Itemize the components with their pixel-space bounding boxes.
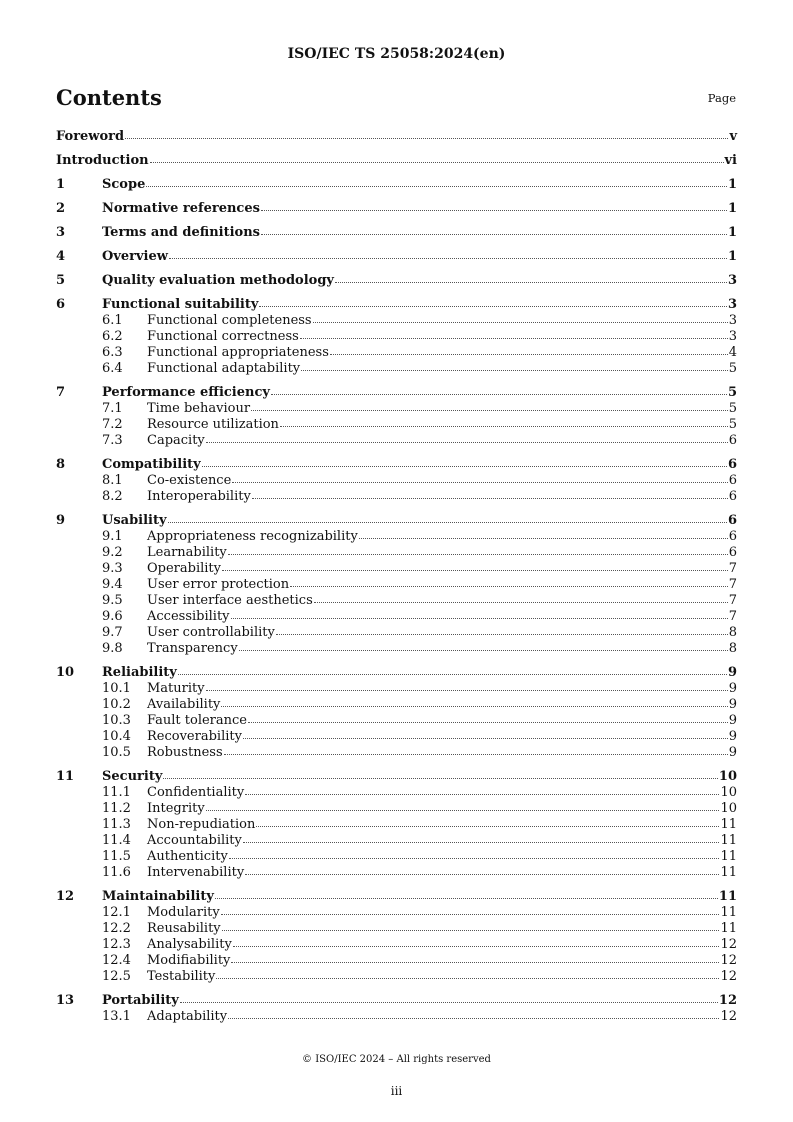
dot-leader xyxy=(180,1002,718,1003)
toc-subentry[interactable] xyxy=(56,401,737,417)
toc-subentry[interactable] xyxy=(56,545,737,561)
toc-entry-title: Adaptability xyxy=(147,1009,228,1024)
toc-entry-page: 12 xyxy=(718,993,737,1008)
toc-entry-number: 8 xyxy=(56,457,66,472)
toc-entry-page: 9 xyxy=(728,713,737,728)
toc-entry-number: 5 xyxy=(56,273,66,288)
toc-entry-number: 10.4 xyxy=(102,729,131,744)
toc-subentry[interactable] xyxy=(56,313,737,329)
toc-entry-number: 9 xyxy=(56,513,66,528)
toc-entry-title: Functional correctness xyxy=(147,329,299,344)
toc-entry-number: 11.4 xyxy=(102,833,131,848)
toc-entry-number: 4 xyxy=(56,249,66,264)
toc-subentry[interactable] xyxy=(56,641,737,657)
dot-leader xyxy=(276,634,728,635)
toc-subentry[interactable] xyxy=(56,577,737,593)
toc-entry-number: 11.5 xyxy=(102,849,131,864)
toc-entry-title: Appropriateness recognizability xyxy=(147,529,358,544)
toc-subentry[interactable] xyxy=(56,609,737,625)
toc-entry-title: Confidentiality xyxy=(147,785,245,800)
dot-leader xyxy=(243,842,720,843)
toc-entry-page: 9 xyxy=(728,697,737,712)
dot-leader xyxy=(243,738,728,739)
toc-entry-number: 2 xyxy=(56,201,66,216)
toc-entry-title: Non-repudiation xyxy=(147,817,256,832)
dot-leader xyxy=(178,674,727,675)
toc-entry-title: Transparency xyxy=(147,641,238,656)
toc-subentry[interactable] xyxy=(56,529,737,545)
toc-entry-page: 12 xyxy=(720,937,737,952)
dot-leader xyxy=(330,354,728,355)
toc-entry-number: 1 xyxy=(56,177,66,192)
toc-entry-title: Recoverability xyxy=(147,729,242,744)
toc-entry-page: 6 xyxy=(728,489,737,504)
toc-entry-title: Modularity xyxy=(147,905,220,920)
toc-entry-number: 11.2 xyxy=(102,801,131,816)
toc-entry-page: 9 xyxy=(728,745,737,760)
toc-subentry[interactable] xyxy=(56,681,737,697)
toc-entry-number: 8.1 xyxy=(102,473,123,488)
toc-entry-title: Functional appropriateness xyxy=(147,345,329,360)
toc-subentry[interactable] xyxy=(56,817,737,833)
toc-entry-number: 12.5 xyxy=(102,969,131,984)
toc-entry-page: 3 xyxy=(728,313,737,328)
dot-leader xyxy=(231,618,728,619)
toc-entry-page: 1 xyxy=(727,201,737,216)
toc-entry-page: 4 xyxy=(728,345,737,360)
toc-entry-title: Resource utilization xyxy=(147,417,279,432)
toc-subentry[interactable] xyxy=(56,473,737,489)
toc-entry-title: Accessibility xyxy=(147,609,230,624)
toc-entry-number: 10.1 xyxy=(102,681,131,696)
toc-entry-number: 7.1 xyxy=(102,401,123,416)
toc-subentry[interactable] xyxy=(56,625,737,641)
toc-entry-title: Portability xyxy=(102,993,179,1008)
toc-entry-title: Co-existence xyxy=(147,473,232,488)
toc-entry-number: 12.4 xyxy=(102,953,131,968)
dot-leader xyxy=(290,586,728,587)
toc-entry-title: Modifiability xyxy=(147,953,231,968)
toc-entry[interactable] xyxy=(56,385,737,401)
dot-leader xyxy=(301,370,728,371)
dot-leader xyxy=(261,234,727,235)
toc-subentry[interactable] xyxy=(56,329,737,345)
toc-entry[interactable] xyxy=(56,665,737,681)
dot-leader xyxy=(256,826,719,827)
toc-entry-title: Operability xyxy=(147,561,222,576)
toc-entry[interactable] xyxy=(56,889,737,905)
toc-entry[interactable] xyxy=(56,769,737,785)
toc-entry-title: Authenticity xyxy=(147,849,228,864)
dot-leader xyxy=(206,810,720,811)
dot-leader xyxy=(251,410,728,411)
contents-title: Contents xyxy=(56,85,162,110)
toc-subentry[interactable] xyxy=(56,801,737,817)
dot-leader xyxy=(245,874,719,875)
toc-entry-title: Scope xyxy=(102,177,146,192)
table-of-contents xyxy=(56,129,737,1025)
toc-entry[interactable] xyxy=(56,297,737,313)
dot-leader xyxy=(359,538,728,539)
dot-leader xyxy=(215,898,718,899)
toc-entry[interactable] xyxy=(56,225,737,241)
toc-subentry[interactable] xyxy=(56,361,737,377)
toc-entry-number: 13 xyxy=(56,993,75,1008)
dot-leader xyxy=(229,858,720,859)
dot-leader xyxy=(224,754,728,755)
toc-entry-page: 8 xyxy=(728,625,737,640)
toc-subentry[interactable] xyxy=(56,729,737,745)
toc-entry-page: 11 xyxy=(720,849,737,864)
toc-entry-title: Reusability xyxy=(147,921,221,936)
toc-entry-title: User interface aesthetics xyxy=(147,593,313,608)
toc-entry-number: 11.3 xyxy=(102,817,131,832)
dot-leader xyxy=(335,282,727,283)
page-folio: iii xyxy=(390,1084,403,1098)
toc-entry-number: 9.5 xyxy=(102,593,123,608)
toc-entry[interactable] xyxy=(56,273,737,289)
toc-entry-number: 6 xyxy=(56,297,66,312)
toc-entry-page: 11 xyxy=(720,865,737,880)
toc-entry-title: Normative references xyxy=(102,201,260,216)
toc-entry-title: Security xyxy=(102,769,163,784)
dot-leader xyxy=(169,258,727,259)
toc-entry-number: 11.6 xyxy=(102,865,131,880)
toc-subentry[interactable] xyxy=(56,433,737,449)
toc-entry-title: Interoperability xyxy=(147,489,251,504)
toc-entry-number: 6.1 xyxy=(102,313,123,328)
dot-leader xyxy=(271,394,727,395)
page-column-label: Page xyxy=(707,91,736,105)
toc-entry[interactable] xyxy=(56,177,737,193)
toc-entry-number: 9.4 xyxy=(102,577,123,592)
toc-subentry[interactable] xyxy=(56,745,737,761)
toc-entry-page: 10 xyxy=(720,801,737,816)
toc-entry-title: Foreword xyxy=(56,129,125,144)
toc-entry-title: Maintainability xyxy=(102,889,214,904)
toc-entry-number: 9.2 xyxy=(102,545,123,560)
toc-entry-page: 9 xyxy=(728,681,737,696)
toc-subentry[interactable] xyxy=(56,561,737,577)
toc-entry-page: 12 xyxy=(720,953,737,968)
toc-entry-number: 10.3 xyxy=(102,713,131,728)
dot-leader xyxy=(163,778,718,779)
toc-subentry[interactable] xyxy=(56,713,737,729)
toc-entry-page: 3 xyxy=(727,297,737,312)
toc-subentry[interactable] xyxy=(56,953,737,969)
toc-entry-title: Integrity xyxy=(147,801,205,816)
toc-entry-number: 3 xyxy=(56,225,66,240)
toc-entry-number: 10.2 xyxy=(102,697,131,712)
toc-subentry[interactable] xyxy=(56,905,737,921)
toc-entry-number: 11.1 xyxy=(102,785,131,800)
toc-entry-title: Intervenability xyxy=(147,865,245,880)
dot-leader xyxy=(168,522,727,523)
toc-entry-number: 10.5 xyxy=(102,745,131,760)
toc-entry-page: 3 xyxy=(727,273,737,288)
toc-entry-number: 8.2 xyxy=(102,489,123,504)
toc-subentry[interactable] xyxy=(56,1009,737,1025)
toc-entry-page: 6 xyxy=(728,473,737,488)
toc-entry-title: Analysability xyxy=(147,937,232,952)
toc-entry-title: Capacity xyxy=(147,433,205,448)
toc-entry-number: 12.1 xyxy=(102,905,131,920)
toc-entry-number: 7.2 xyxy=(102,417,123,432)
toc-entry-page: 11 xyxy=(718,889,737,904)
dot-leader xyxy=(202,466,727,467)
toc-entry-number: 11 xyxy=(56,769,75,784)
toc-entry-page: 6 xyxy=(727,457,737,472)
toc-entry-number: 9.6 xyxy=(102,609,123,624)
toc-entry-number: 7.3 xyxy=(102,433,123,448)
toc-entry[interactable] xyxy=(56,129,737,145)
toc-entry-page: 5 xyxy=(727,385,737,400)
toc-entry-title: User error protection xyxy=(147,577,290,592)
toc-entry-page: 11 xyxy=(720,905,737,920)
toc-entry-title: Terms and definitions xyxy=(102,225,260,240)
document-header: ISO/IEC TS 25058:2024(en) xyxy=(287,46,506,62)
toc-entry-number: 7 xyxy=(56,385,66,400)
dot-leader xyxy=(314,602,728,603)
toc-subentry[interactable] xyxy=(56,865,737,881)
dot-leader xyxy=(280,426,728,427)
dot-leader xyxy=(150,162,724,163)
toc-entry-title: Functional adaptability xyxy=(147,361,301,376)
dot-leader xyxy=(221,914,720,915)
dot-leader xyxy=(206,442,728,443)
dot-leader xyxy=(206,690,728,691)
toc-entry-number: 9.7 xyxy=(102,625,123,640)
dot-leader xyxy=(261,210,727,211)
toc-entry-title: Accountability xyxy=(147,833,242,848)
toc-entry[interactable] xyxy=(56,249,737,265)
dot-leader xyxy=(125,138,728,139)
toc-entry-title: Compatibility xyxy=(102,457,201,472)
toc-entry-page: 5 xyxy=(728,417,737,432)
toc-subentry[interactable] xyxy=(56,921,737,937)
toc-entry-number: 12 xyxy=(56,889,75,904)
toc-entry-number: 9.8 xyxy=(102,641,123,656)
dot-leader xyxy=(216,978,719,979)
toc-entry[interactable] xyxy=(56,457,737,473)
toc-subentry[interactable] xyxy=(56,593,737,609)
toc-entry-page: 12 xyxy=(720,969,737,984)
toc-subentry[interactable] xyxy=(56,417,737,433)
toc-entry-page: 8 xyxy=(728,641,737,656)
toc-entry-title: Functional completeness xyxy=(147,313,312,328)
dot-leader xyxy=(259,306,727,307)
toc-subentry[interactable] xyxy=(56,345,737,361)
dot-leader xyxy=(228,554,728,555)
toc-subentry[interactable] xyxy=(56,937,737,953)
toc-entry-number: 9.3 xyxy=(102,561,123,576)
toc-subentry[interactable] xyxy=(56,849,737,865)
toc-entry-page: 11 xyxy=(720,921,737,936)
toc-entry-number: 13.1 xyxy=(102,1009,131,1024)
dot-leader xyxy=(232,482,727,483)
toc-entry-title: Fault tolerance xyxy=(147,713,247,728)
toc-entry-page: 3 xyxy=(728,329,737,344)
toc-entry[interactable] xyxy=(56,153,737,169)
toc-entry-number: 6.2 xyxy=(102,329,123,344)
dot-leader xyxy=(233,946,720,947)
toc-entry-page: 10 xyxy=(718,769,737,784)
toc-entry-number: 10 xyxy=(56,665,75,680)
dot-leader xyxy=(245,794,719,795)
toc-subentry[interactable] xyxy=(56,489,737,505)
toc-entry-number: 9.1 xyxy=(102,529,123,544)
dot-leader xyxy=(222,930,720,931)
toc-entry-title: Availability xyxy=(147,697,221,712)
toc-entry-title: Robustness xyxy=(147,745,223,760)
toc-entry-page: 7 xyxy=(728,593,737,608)
dot-leader xyxy=(300,338,728,339)
toc-entry-page: 11 xyxy=(720,833,737,848)
toc-entry-title: Time behaviour xyxy=(147,401,251,416)
toc-entry-page: 6 xyxy=(728,433,737,448)
dot-leader xyxy=(146,186,727,187)
dot-leader xyxy=(228,1018,719,1019)
dot-leader xyxy=(313,322,728,323)
toc-entry-number: 6.4 xyxy=(102,361,123,376)
dot-leader xyxy=(252,498,728,499)
dot-leader xyxy=(221,706,727,707)
toc-entry-number: 12.2 xyxy=(102,921,131,936)
toc-entry-title: Reliability xyxy=(102,665,177,680)
toc-entry-title: Quality evaluation methodology xyxy=(102,273,334,288)
toc-entry-page: 6 xyxy=(727,513,737,528)
toc-entry-page: 6 xyxy=(728,529,737,544)
toc-entry-page: 1 xyxy=(727,249,737,264)
toc-entry[interactable] xyxy=(56,993,737,1009)
toc-subentry[interactable] xyxy=(56,785,737,801)
toc-entry-page: 1 xyxy=(727,177,737,192)
toc-entry-page: 7 xyxy=(728,561,737,576)
toc-entry-title: Usability xyxy=(102,513,167,528)
toc-entry-title: Functional suitability xyxy=(102,297,259,312)
toc-subentry[interactable] xyxy=(56,833,737,849)
toc-entry-title: Learnability xyxy=(147,545,227,560)
toc-entry-title: Introduction xyxy=(56,153,149,168)
toc-entry-number: 6.3 xyxy=(102,345,123,360)
toc-entry[interactable] xyxy=(56,201,737,217)
toc-entry-page: 7 xyxy=(728,609,737,624)
toc-subentry[interactable] xyxy=(56,969,737,985)
toc-entry-page: vi xyxy=(724,153,737,168)
toc-entry-page: 7 xyxy=(728,577,737,592)
toc-entry-page: 9 xyxy=(728,729,737,744)
toc-entry-page: 11 xyxy=(720,817,737,832)
toc-entry-page: 5 xyxy=(728,401,737,416)
dot-leader xyxy=(239,650,728,651)
toc-entry-page: 5 xyxy=(728,361,737,376)
dot-leader xyxy=(248,722,728,723)
toc-entry-title: Overview xyxy=(102,249,168,264)
toc-entry-title: Maturity xyxy=(147,681,205,696)
toc-entry-page: 6 xyxy=(728,545,737,560)
toc-entry[interactable] xyxy=(56,513,737,529)
toc-entry-title: Testability xyxy=(147,969,216,984)
toc-entry-page: 10 xyxy=(720,785,737,800)
toc-subentry[interactable] xyxy=(56,697,737,713)
toc-entry-page: 1 xyxy=(727,225,737,240)
dot-leader xyxy=(231,962,719,963)
toc-entry-number: 12.3 xyxy=(102,937,131,952)
toc-entry-page: v xyxy=(729,129,737,144)
toc-entry-page: 12 xyxy=(720,1009,737,1024)
toc-entry-title: Performance efficiency xyxy=(102,385,270,400)
toc-entry-page: 9 xyxy=(727,665,737,680)
copyright-footer: © ISO/IEC 2024 – All rights reserved xyxy=(302,1054,491,1065)
toc-entry-title: User controllability xyxy=(147,625,275,640)
dot-leader xyxy=(222,570,728,571)
